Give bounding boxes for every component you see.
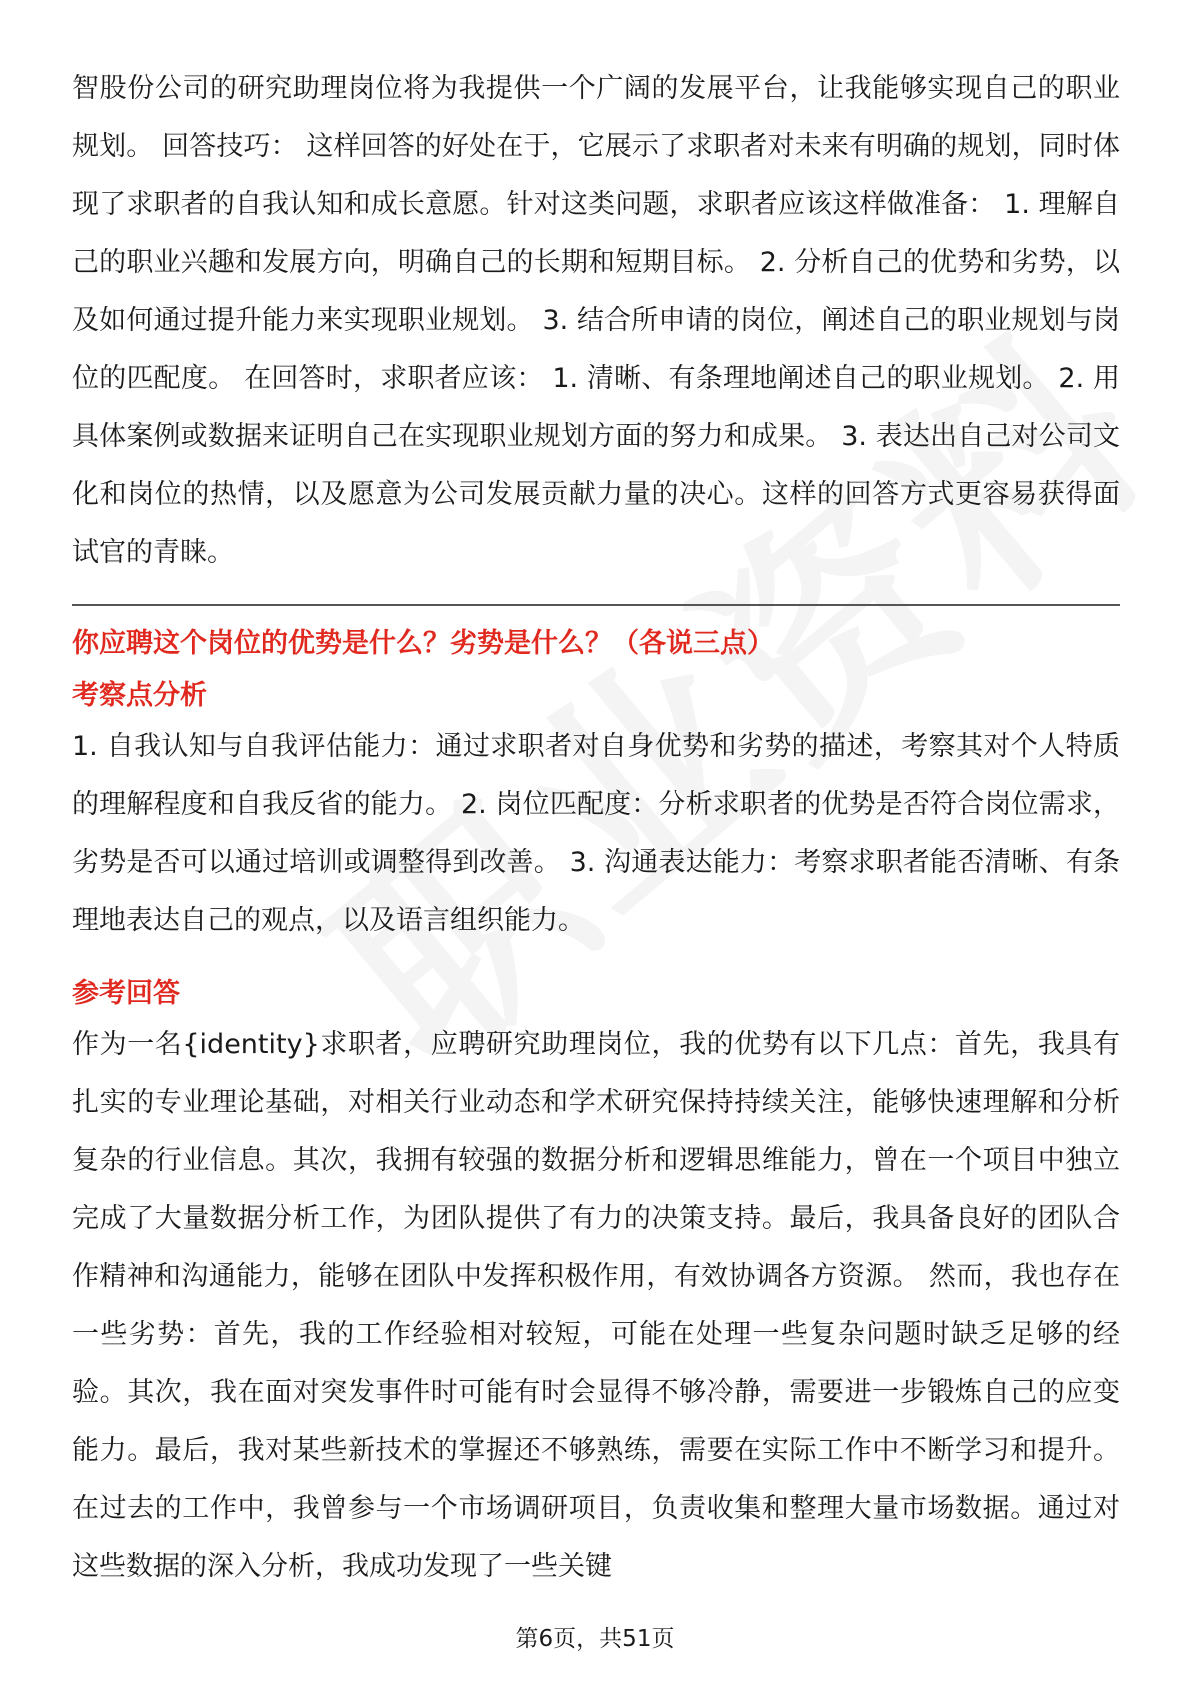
answer-title: 参考回答 xyxy=(72,978,180,1009)
question-heading: 你应聘这个岗位的优势是什么？劣势是什么？（各说三点） xyxy=(72,628,774,659)
answer-paragraph: 作为一名{identity}求职者，应聘研究助理岗位，我的优势有以下几点：首先，我具有扎实的专业理论基础，对相关行业动态和学术研究保持持续关注，能够快速理解和分析复杂的行业信息。其次，我拥有较强的数据分析和逻辑思维能力，曾在一个项目中独立完成了大量数据分析工作，为团队提供了有力的决策支持。最后，我具备良好的团队合作精神和沟通能力，能够在团队中发挥积极作用，有效协调各方资源。 然而，我也存在一些劣势：首先，我的工作经验相对较短，可能在处理一些复杂问题时缺乏足够的经验。其次，我在面对突发事件时可能有时会显得不够冷静，需要进一步锻炼自己的应变能力。最后，我对某些新技术的掌握还不够熟练，需要在实际工作中不断学习和提升。 在过去的工作中，我曾参与一个市场调研项目，负责收集和整理大量市场数据。通过对这些数据的深入分析，我成功发现了一些关键 xyxy=(72,1029,1120,1582)
analysis-title: 考察点分析 xyxy=(72,680,207,711)
section-divider xyxy=(72,604,1120,606)
analysis-paragraph: 1. 自我认知与自我评估能力：通过求职者对自身优势和劣势的描述，考察其对个人特质的理解程度和自我反省的能力。 2. 岗位匹配度：分析求职者的优势是否符合岗位需求，劣势是否可以通过培训或调整得到改善。 3. 沟通表达能力：考察求职者能否清晰、有条理地表达自己的观点，以及语言组织能力。 xyxy=(72,731,1120,936)
intro-paragraph: 智股份公司的研究助理岗位将为我提供一个广阔的发展平台，让我能够实现自己的职业规划。 回答技巧： 这样回答的好处在于，它展示了求职者对未来有明确的规划，同时体现了求职者的自我认知和成长意愿。针对这类问题，求职者应该这样做准备： 1. 理解自己的职业兴趣和发展方向，明确自己的长期和短期目标。 2. 分析自己的优势和劣势，以及如何通过提升能力来实现职业规划。 3. 结合所申请的岗位，阐述自己的职业规划与岗位的匹配度。 在回答时，求职者应该： 1. 清晰、有条理地阐述自己的职业规划。 2. 用具体案例或数据来证明自己在实现职业规划方面的努力和成果。 3. 表达出自己对公司文化和岗位的热情，以及愿意为公司发展贡献力量的决心。这样的回答方式更容易获得面试官的青睐。 xyxy=(72,73,1120,568)
page-footer: 第6页，共51页 xyxy=(515,1626,675,1652)
page-content xyxy=(72,60,1120,1596)
